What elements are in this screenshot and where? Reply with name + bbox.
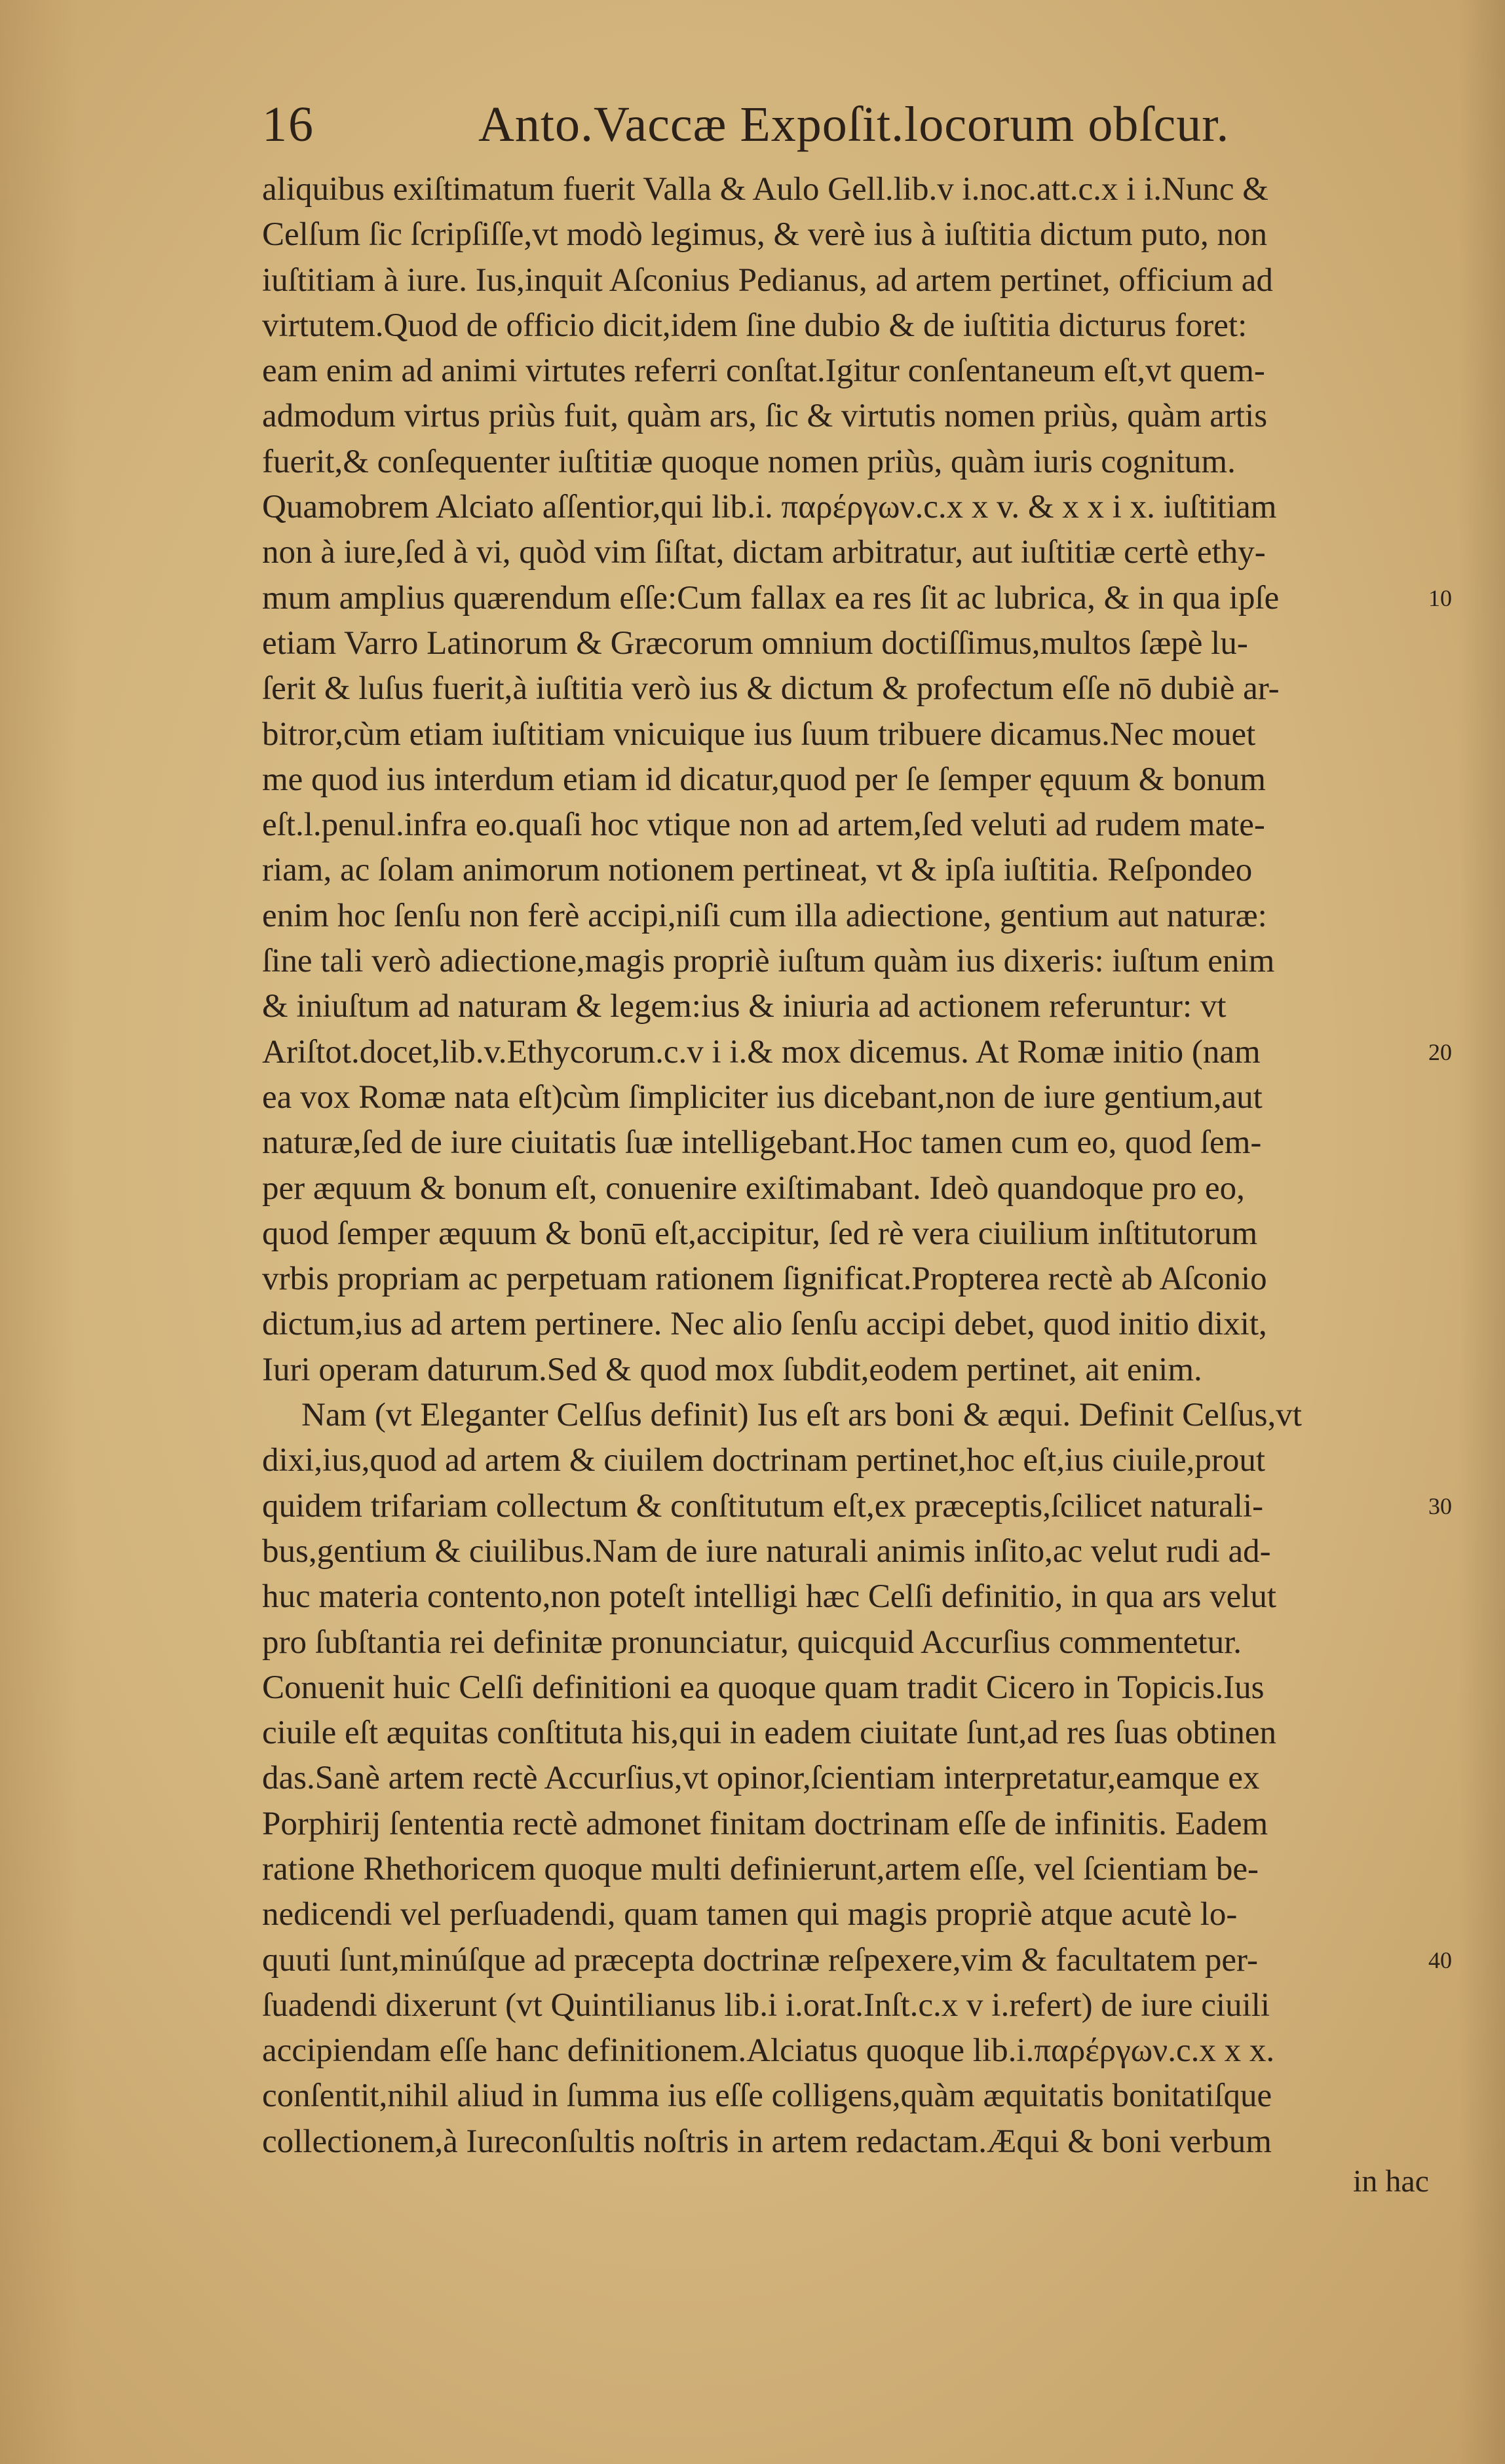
text-line (262, 1529, 1428, 1574)
text-line (262, 1574, 1428, 1620)
margin-line-number: 10 (1428, 584, 1452, 611)
text-line (262, 1257, 1428, 1302)
line-text: Conuenit huic Celſi definitioni ea quoque quam tradit Cicero in Topicis.Ius (262, 1669, 1265, 1706)
text-line (262, 1348, 1428, 1393)
line-text: quuti ſunt,minúſque ad præcepta doctrinæ reſpexere,vim & facultatem per- (262, 1941, 1258, 1979)
line-text: non à iure,ſed à vi, quòd vim ſiſtat, dictam arbitratur, aut iuſtitiæ certè ethy- (262, 534, 1266, 571)
line-text: das.Sanè artem rectè Accurſius,vt opinor,ſcientiam interpretatur,eamque ex (262, 1760, 1260, 1797)
line-text: quod ſemper æquum & bonū eſt,accipitur, ſed rè vera ciuilium inſtitutorum (262, 1215, 1258, 1252)
line-text: ſuadendi dixerunt (vt Quintilianus lib.i i.orat.Inſt.c.x v i.refert) de iure ciuili (262, 1986, 1270, 2024)
line-text: pro ſubſtantia rei definitæ pronunciatur, quicquid Accurſius commentetur. (262, 1623, 1242, 1661)
body-text (262, 167, 1452, 2165)
line-text: fuerit,& conſequenter iuſtitiæ quoque nomen priùs, quàm iuris cognitum. (262, 443, 1236, 480)
text-line (262, 440, 1428, 485)
line-text: nedicendi vel perſuadendi, quam tamen qui magis propriè atque acutè lo- (262, 1896, 1238, 1933)
text-line (262, 576, 1452, 621)
line-text: Nam (vt Eleganter Celſus definit) Ius eſt ars boni & æqui. Definit Celſus,vt (301, 1397, 1302, 1434)
text-line (262, 1892, 1428, 1937)
text-line (262, 939, 1428, 984)
line-text: bus,gentium & ciuilibus.Nam de iure naturali animis inſito,ac velut rudi ad- (262, 1532, 1271, 1570)
line-text: accipiendam eſſe hanc definitionem.Alciatus quoque lib.i.παρέργων.c.x x x. (262, 2032, 1275, 2070)
line-text: vrbis propriam ac perpetuam rationem ſignificat.Propterea rectè ab Aſconio (262, 1260, 1267, 1298)
margin-line-number: 20 (1428, 1038, 1452, 1065)
gutter-shadow (1459, 0, 1505, 2464)
line-text: admodum virtus priùs fuit, quàm ars, ſic & virtutis nomen priùs, quàm artis (262, 398, 1268, 435)
text-line (262, 621, 1428, 666)
line-text: collectionem,à Iureconſultis noſtris in artem redactam.Æqui & boni verbum (262, 2123, 1272, 2160)
text-line (262, 394, 1428, 439)
line-text: me quod ius interdum etiam id dicatur,quod per ſe ſemper ęquum & bonum (262, 761, 1266, 798)
page-edge-stain (0, 0, 79, 2464)
text-line (262, 1938, 1452, 1983)
line-text: huc materia contento,non poteſt intelligi hæc Celſi definitio, in qua ars velut (262, 1578, 1277, 1616)
line-text: Celſum ſic ſcripſiſſe,vt modò legimus, & verè ius à iuſtitia dictum puto, non (262, 216, 1268, 254)
text-line (262, 1030, 1452, 1075)
line-text: ciuile eſt æquitas conſtituta his,qui in eadem ciuitate ſunt,ad res ſuas obtinen (262, 1715, 1277, 1752)
line-text: etiam Varro Latinorum & Græcorum omnium doctiſſimus,multos ſæpè lu- (262, 624, 1248, 662)
text-line (262, 1166, 1428, 1211)
line-text: ſerit & luſus fuerit,à iuſtitia verò ius & dictum & profectum eſſe nō dubiè ar- (262, 670, 1280, 708)
line-text: eam enim ad animi virtutes referri conſtat.Igitur conſentaneum eſt,vt quem- (262, 352, 1265, 390)
text-line (262, 1075, 1428, 1120)
text-line (262, 1847, 1428, 1892)
text-line (262, 1756, 1428, 1801)
text-line (262, 1438, 1428, 1483)
text-line (262, 984, 1428, 1029)
line-text: & iniuſtum ad naturam & legem:ius & iniuria ad actionem referuntur: vt (262, 988, 1227, 1025)
text-line (262, 757, 1428, 803)
text-line (262, 2028, 1428, 2074)
text-line (262, 1484, 1452, 1529)
page-number: 16 (262, 97, 314, 152)
line-text: Porphirij ſententia rectè admonet finitam doctrinam eſſe de infinitis. Eadem (262, 1805, 1268, 1842)
line-text: quidem trifariam collectum & conſtitutum eſt,ex præceptis,ſcilicet naturali- (262, 1487, 1264, 1525)
text-line (262, 1120, 1428, 1166)
line-text: aliquibus exiſtimatum fuerit Valla & Aulo Gell.lib.v i.noc.att.c.x i i.Nunc & (262, 171, 1268, 208)
text-line (262, 258, 1428, 303)
line-text: Quamobrem Alciato aſſentior,qui lib.i. παρέργων.c.x x v. & x x i x. iuſtitiam (262, 489, 1277, 526)
text-line (262, 1302, 1428, 1347)
text-line (262, 848, 1428, 893)
line-text: ratione Rhethoricem quoque multi definierunt,artem eſſe, vel ſcientiam be- (262, 1850, 1259, 1887)
line-text: dictum,ius ad artem pertinere. Nec alio ſenſu accipi debet, quod initio dixit, (262, 1306, 1267, 1343)
line-text: iuſtitiam à iure. Ius,inquit Aſconius Pedianus, ad artem pertinet, officium ad (262, 261, 1273, 299)
line-text: bitror,cùm etiam iuſtitiam vnicuique ius ſuum tribuere dicamus.Nec mouet (262, 715, 1256, 753)
line-text: virtutem.Quod de officio dicit,idem ſine dubio & de iuſtitia dicturus foret: (262, 307, 1248, 344)
text-line (262, 530, 1428, 575)
text-line (262, 1211, 1428, 1257)
line-text: per æquum & bonum eſt, conuenire exiſtimabant. Ideò quandoque pro eo, (262, 1169, 1245, 1207)
text-line (262, 1711, 1428, 1756)
text-line (262, 1620, 1428, 1665)
text-line (262, 1983, 1428, 2028)
page-header (262, 92, 1324, 157)
line-text: ſine tali verò adiectione,magis propriè iuſtum quàm ius dixeris: iuſtum enim (262, 943, 1275, 980)
line-text: ea vox Romæ nata eſt)cùm ſimpliciter ius dicebant,non de iure gentium,aut (262, 1078, 1263, 1116)
line-text: dixi,ius,quod ad artem & ciuilem doctrinam pertinet,hoc eſt,ius ciuile,prout (262, 1442, 1266, 1479)
catchword: in hac (1353, 2164, 1429, 2199)
line-text: riam, ac ſolam animorum notionem pertineat, vt & ipſa iuſtitia. Reſpondeo (262, 852, 1253, 889)
margin-line-number: 40 (1428, 1946, 1452, 1973)
text-line (262, 485, 1428, 530)
text-line (262, 803, 1428, 848)
text-line (262, 349, 1428, 394)
line-text: naturæ,ſed de iure ciuitatis ſuæ intelligebant.Hoc tamen cum eo, quod ſem- (262, 1124, 1262, 1162)
line-text: eſt.l.penul.infra eo.quaſi hoc vtique non ad artem,ſed veluti ad rudem mate- (262, 806, 1265, 844)
line-text: enim hoc ſenſu non ferè accipi,niſi cum illa adiectione, gentium aut naturæ: (262, 897, 1267, 934)
text-line (262, 1665, 1428, 1711)
margin-line-number: 30 (1428, 1492, 1452, 1519)
text-line (262, 303, 1428, 349)
running-head: Anto.Vaccæ Expoſit.locorum obſcur. (478, 97, 1230, 152)
line-text: conſentit,nihil aliud in ſumma ius eſſe colligens,quàm æquitatis bonitatiſque (262, 2077, 1272, 2115)
text-line (262, 1802, 1428, 1847)
text-line (262, 212, 1428, 257)
line-text: Ariſtot.docet,lib.v.Ethycorum.c.v i i.& mox dicemus. At Romæ initio (nam (262, 1033, 1261, 1071)
text-line (262, 666, 1428, 711)
text-line (262, 894, 1428, 939)
text-line (262, 2119, 1428, 2165)
text-line (262, 1393, 1428, 1438)
text-line (262, 2074, 1428, 2119)
line-text: Iuri operam daturum.Sed & quod mox ſubdit,eodem pertinet, ait enim. (262, 1351, 1202, 1388)
text-line (262, 712, 1428, 757)
text-line (262, 167, 1428, 212)
line-text: mum amplius quærendum eſſe:Cum fallax ea res ſit ac lubrica, & in qua ipſe (262, 579, 1280, 616)
